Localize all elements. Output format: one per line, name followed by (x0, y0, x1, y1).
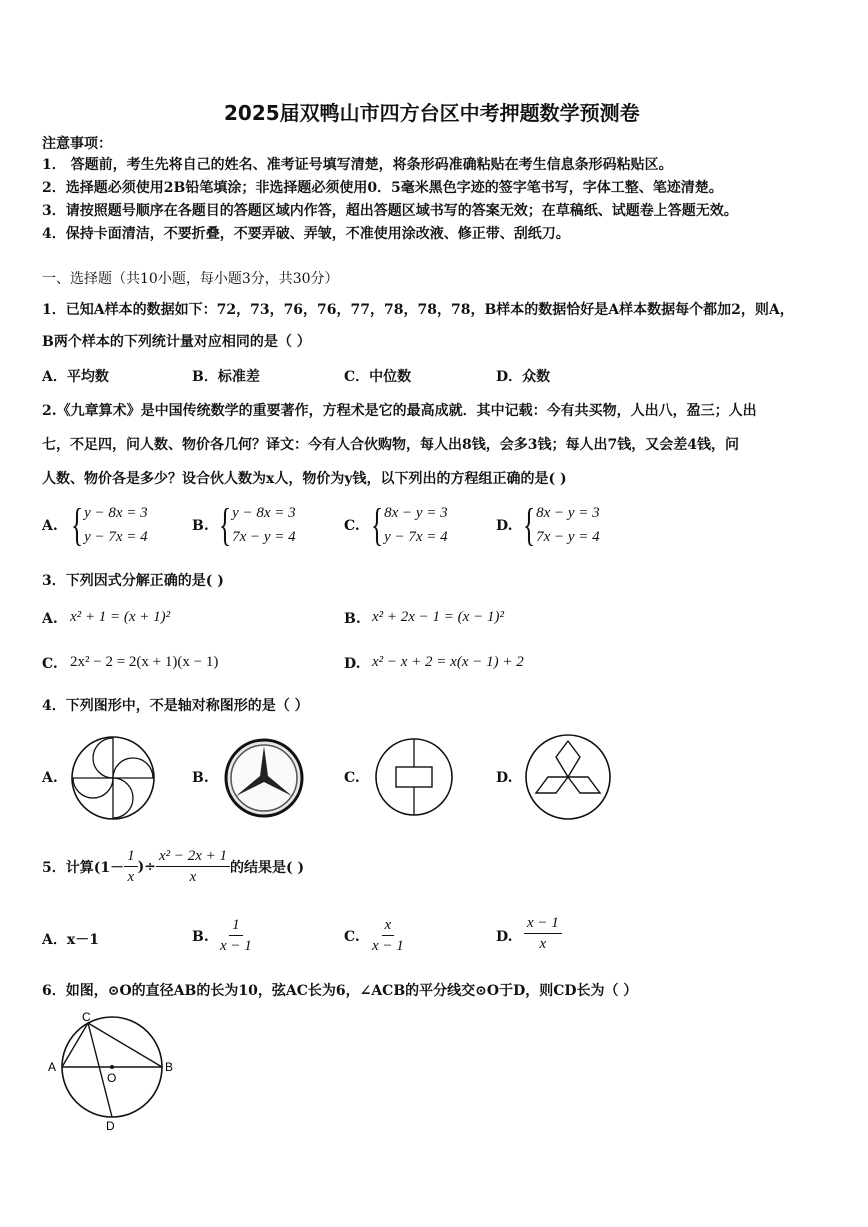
q5-option-b (220, 915, 252, 956)
q2-system-c (366, 501, 448, 549)
q3-label-a: A. (42, 611, 58, 627)
q3-option-d: x² − x + 2 = x(x − 1) + 2 (372, 654, 524, 670)
q1-line-1: 1．已知A样本的数据如下：72，73，76，76，77，78，78，78，B样本的数据恰好是A样本数据每个都加2，则A， (42, 302, 794, 318)
brace-icon: { (522, 499, 536, 550)
q5-label-d: D. (496, 929, 513, 945)
brace-icon: { (370, 499, 384, 550)
chord-ac (62, 1023, 88, 1067)
q5-option-a: A．x－1 (42, 932, 99, 948)
q4-label-d: D. (496, 770, 513, 786)
q2-system-a (66, 501, 148, 549)
notice-item-4: 4．保持卡面清洁，不要折叠，不要弄破、弄皱，不准使用涂改液、修正带、刮纸刀。 (42, 226, 570, 242)
q5-main-fraction (156, 846, 230, 887)
q2-label-d: D. (496, 518, 513, 534)
q3-label-b: B. (344, 611, 361, 627)
q2-c-eq-2: y − 7x = 4 (384, 529, 448, 545)
label-c: C (82, 1010, 91, 1024)
q3-option-a: x² + 1 = (x + 1)² (70, 609, 171, 625)
q5-prefix: 5．计算(1－ (42, 859, 125, 876)
q3-option-c: 2x² − 2 = 2(x + 1)(x − 1) (70, 654, 219, 670)
q2-d-eq-2: 7x − y = 4 (536, 529, 600, 545)
q5-inner-den: x (127, 869, 135, 885)
q1-option-d: D．众数 (496, 369, 551, 385)
q2-line-2: 七，不足四，问人数、物价各几何？译文：今有人合伙购物，每人出8钱，会多3钱；每人出7钱，又会差4钱，问 (42, 437, 739, 453)
q2-line-1: 2.《九章算术》是中国传统数学的重要著作，方程术是它的最高成就．其中记载：今有共买物，人出八，盈三；人出 (42, 403, 757, 419)
q3-label-d: D. (344, 656, 361, 672)
q5-c-den: x − 1 (372, 938, 404, 954)
q1-option-b: B．标准差 (192, 369, 260, 385)
q6-stem: 6．如图，⊙O的直径AB的长为10，弦AC长为6，∠ACB的平分线交⊙O于D，则CD长为（ ） (42, 983, 638, 999)
notice-item-1: 1． 答题前，考生先将自己的姓名、准考证号填写清楚，将条形码准确粘贴在考生信息条形码粘贴区。 (42, 157, 673, 173)
q4-label-b: B. (192, 770, 209, 786)
q5-option-d (524, 913, 562, 954)
q2-line-3: 人数、物价各是多少？设合伙人数为x人，物价为y钱，以下列出的方程组正确的是( ) (42, 471, 567, 487)
label-b: B (165, 1060, 174, 1074)
q2-d-eq-1: 8x − y = 3 (536, 505, 600, 521)
q5-label-c: C. (344, 929, 360, 945)
center-point (110, 1065, 114, 1069)
q2-system-b (214, 501, 296, 549)
q3-stem: 3．下列因式分解正确的是( ) (42, 573, 224, 589)
q1-option-c: C．中位数 (344, 369, 412, 385)
q3-option-b: x² + 2x − 1 = (x − 1)² (372, 609, 504, 625)
brace-icon: { (218, 499, 232, 550)
label-a: A (48, 1060, 57, 1074)
q2-a-eq-1: y − 8x = 3 (84, 505, 148, 521)
label-d: D (106, 1119, 115, 1133)
q1-option-a: A．平均数 (42, 369, 109, 385)
brace-icon: { (70, 499, 84, 550)
q5-stem (42, 846, 304, 887)
q5-inner-num: 1 (124, 846, 138, 867)
q5-inner-fraction (124, 846, 138, 887)
pinwheel-figure-icon (70, 735, 156, 821)
q5-option-c (372, 915, 404, 956)
q4-stem: 4．下列图形中，不是轴对称图形的是（ ） (42, 698, 309, 714)
q5-d-num: x − 1 (524, 913, 562, 934)
q5-frac-num: x² − 2x + 1 (156, 846, 230, 867)
label-o: O (107, 1071, 117, 1085)
q5-b-num: 1 (229, 915, 243, 936)
q4-label-a: A. (42, 770, 58, 786)
section-heading: 一、选择题（共10小题，每小题3分，共30分） (42, 271, 339, 287)
q5-label-b: B. (192, 929, 209, 945)
q2-b-eq-1: y − 8x = 3 (232, 505, 296, 521)
q2-system-d (518, 501, 600, 549)
three-pointed-star-figure-icon (224, 738, 304, 818)
q4-label-c: C. (344, 770, 360, 786)
q2-label-b: B. (192, 518, 209, 534)
page-title: 2025届双鸭山市四方台区中考押题数学预测卷 (224, 101, 640, 125)
circle-geometry-figure (44, 1010, 184, 1135)
q2-b-eq-2: 7x − y = 4 (232, 529, 296, 545)
q5-b-den: x − 1 (220, 938, 252, 954)
q5-c-num: x (382, 915, 395, 936)
q5-suffix: 的结果是( ) (230, 859, 305, 876)
q5-frac-den: x (189, 869, 197, 885)
chord-cb (88, 1023, 162, 1067)
chord-cd (88, 1023, 112, 1117)
q3-label-c: C. (42, 656, 58, 672)
q5-mid: )÷ (137, 858, 156, 875)
q2-label-a: A. (42, 518, 58, 534)
circle-with-rectangle-figure-icon (374, 737, 454, 817)
q2-label-c: C. (344, 518, 360, 534)
three-diamonds-figure-icon (524, 733, 612, 821)
notice-item-3: 3．请按照题号顺序在各题目的答题区域内作答，超出答题区域书写的答案无效；在草稿纸、试题卷上答题无效。 (42, 203, 738, 219)
notice-heading: 注意事项： (42, 136, 112, 152)
q5-d-den: x (539, 936, 547, 952)
notice-item-2: 2．选择题必须使用2B铅笔填涂；非选择题必须使用0．5毫米黑色字迹的签字笔书写，字体工整、笔迹清楚。 (42, 180, 723, 196)
q2-c-eq-1: 8x − y = 3 (384, 505, 448, 521)
q2-a-eq-2: y − 7x = 4 (84, 529, 148, 545)
q1-line-2: B两个样本的下列统计量对应相同的是（ ） (42, 334, 311, 350)
